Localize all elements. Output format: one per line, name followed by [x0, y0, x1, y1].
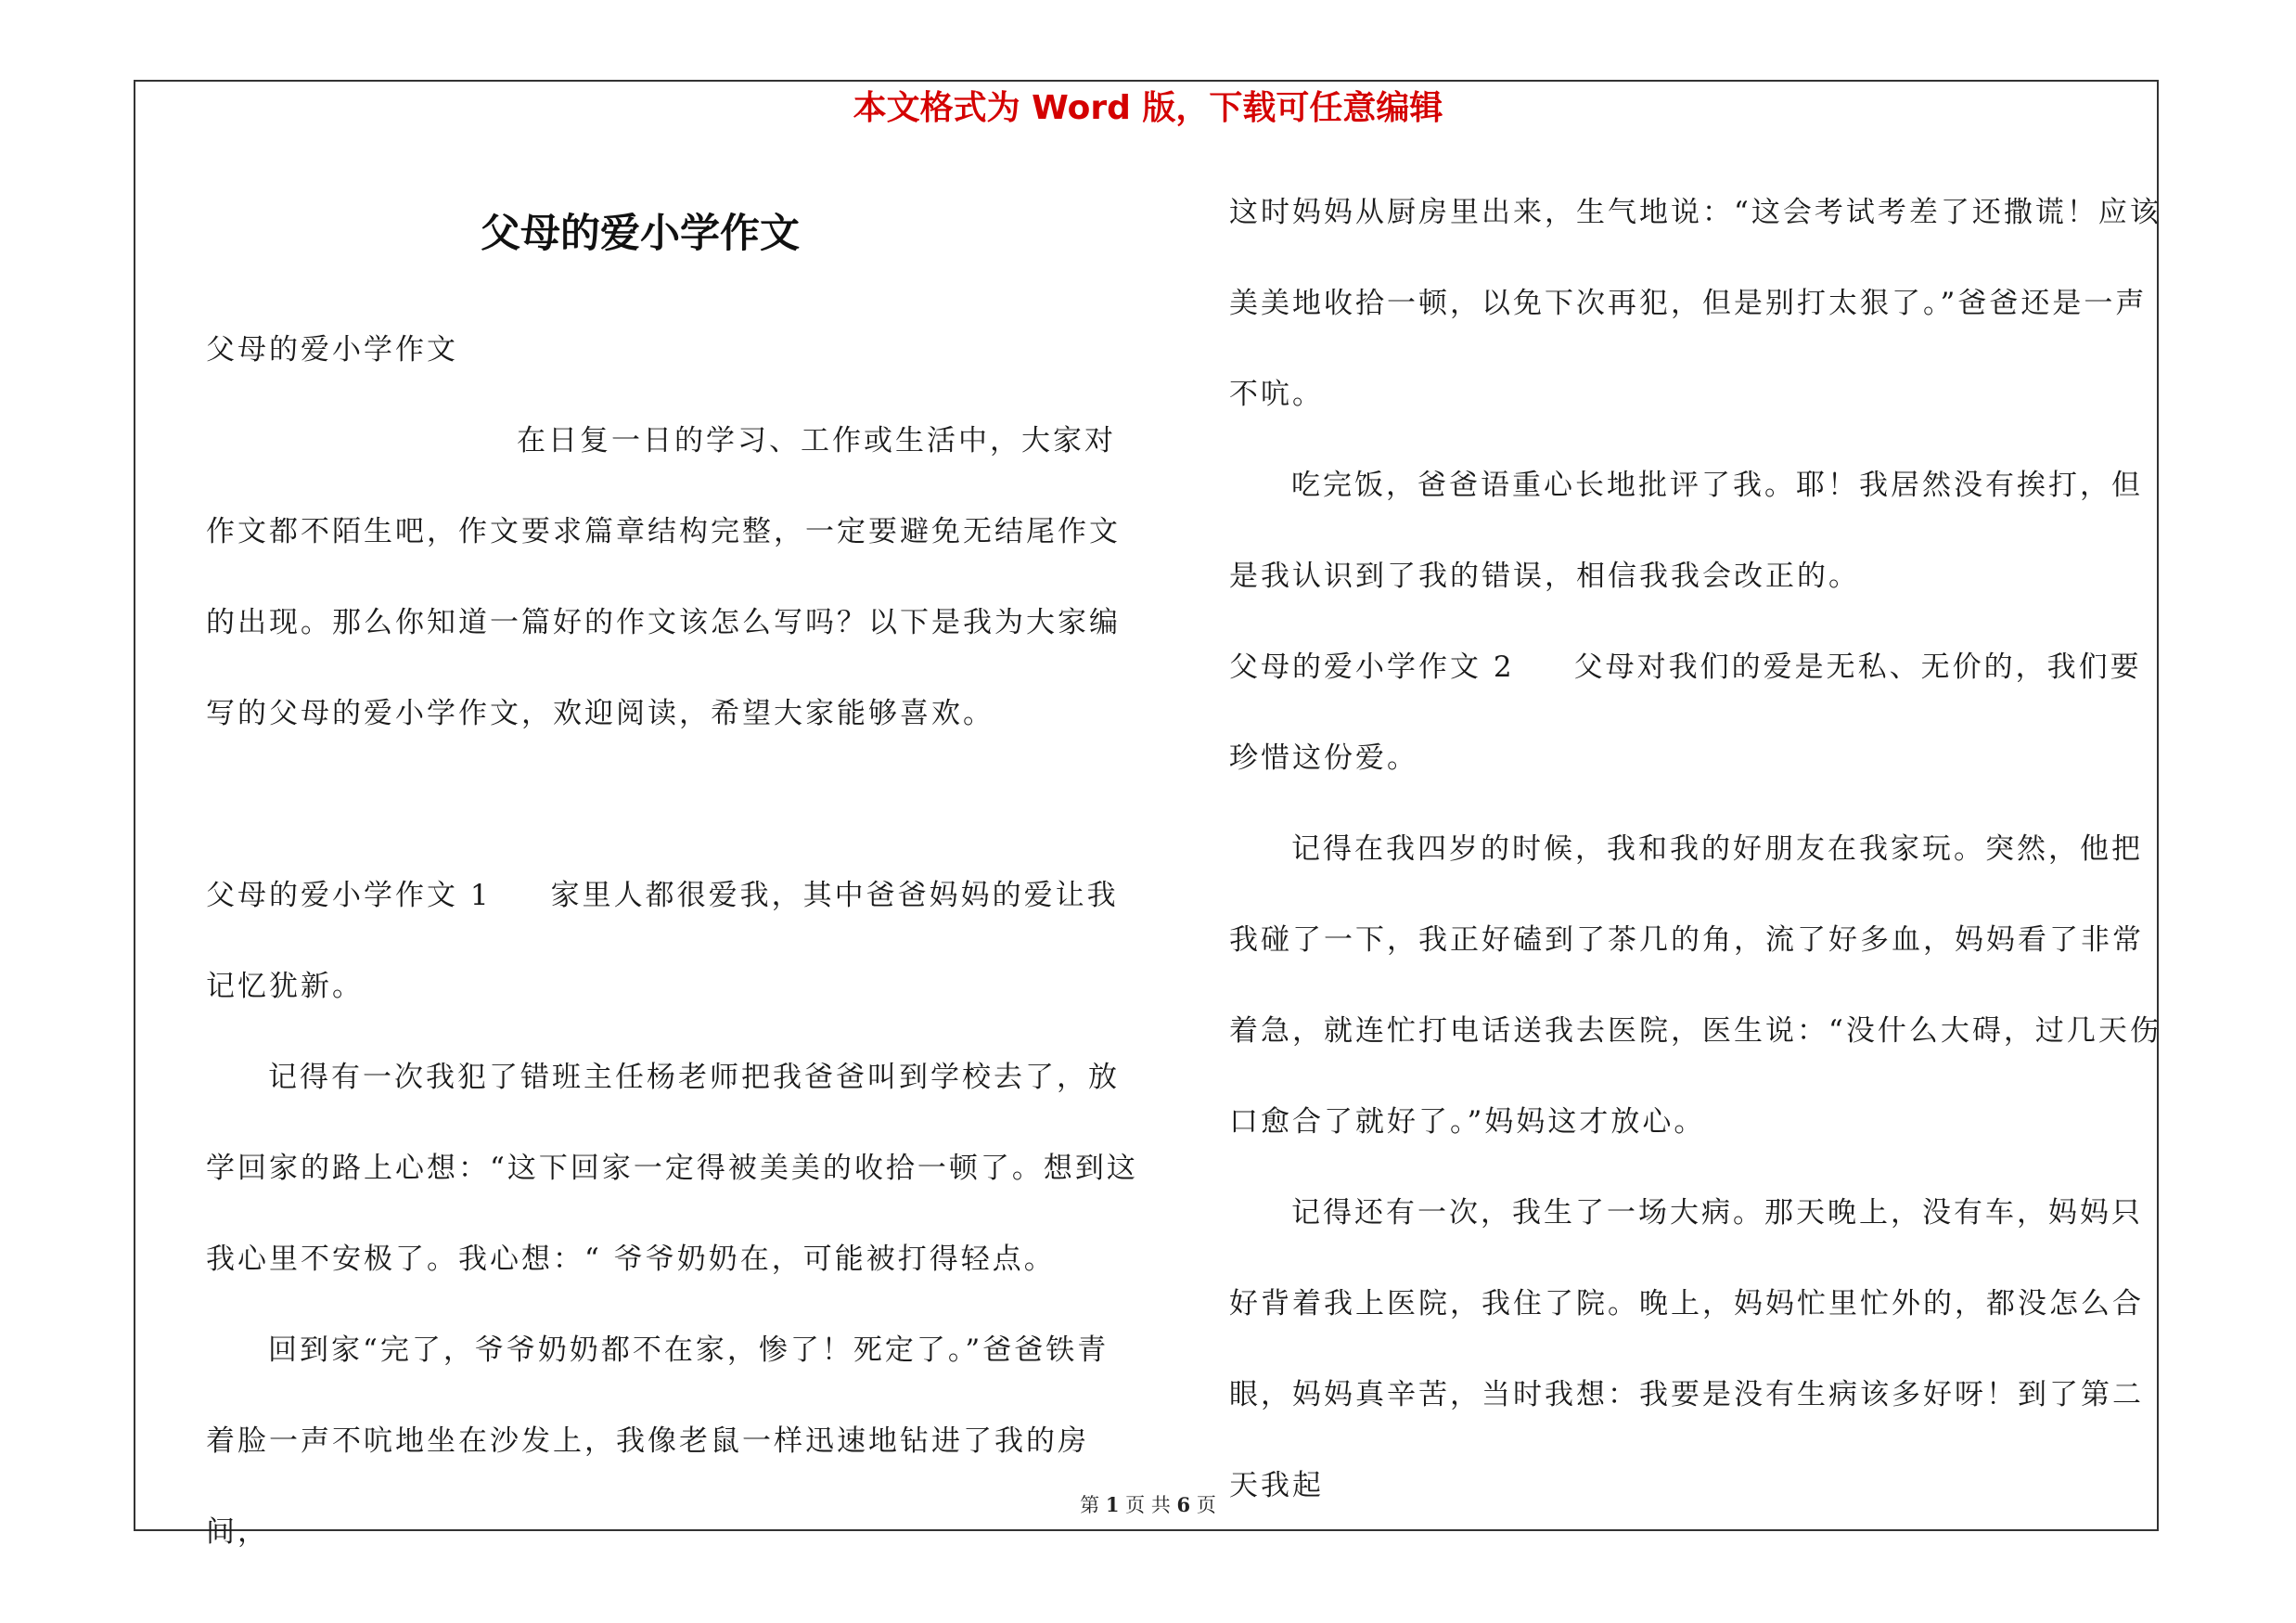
essay2-first-paragraph	[1229, 622, 2161, 804]
paragraph-spacer	[206, 759, 1138, 850]
format-banner: 本文格式为 Word 版，下载可任意编辑	[853, 89, 1443, 127]
left-column	[206, 304, 1138, 1578]
essay2-heading: 父母的爱小学作文 2	[1229, 650, 1515, 684]
page-footer	[0, 1491, 2296, 1519]
document-title: 父母的爱小学作文	[481, 211, 800, 257]
footer-middle: 页 共	[1125, 1494, 1171, 1516]
essay2-paragraph-1: 父母对我们的爱是无私、无价的，我们要珍惜这份爱。	[1229, 650, 2142, 775]
essay1-paragraph-2: 记得有一次我犯了错班主任杨老师把我爸爸叫到学校去了，放学回家的路上心想：“这下回家一定得被美美的收拾一顿了。想到这我心里不安极了。我心想：“ 爷爷奶奶在，可能被打得轻点。	[206, 1061, 1138, 1276]
right-column	[1229, 167, 2161, 1531]
essay2-paragraph-3: 记得还有一次，我生了一场大病。那天晚上，没有车，妈妈只好背着我上医院，我住了院。晚上，妈妈忙里忙外的，都没怎么合眼，妈妈真辛苦，当时我想：我要是没有生病该多好呀！到了第二天我起	[1229, 1196, 2144, 1502]
essay2-paragraph-2: 记得在我四岁的时候，我和我的好朋友在我家玩。突然，他把我碰了一下，我正好磕到了茶几的角，流了好多血，妈妈看了非常着急，就连忙打电话送我去医院，医生说：“没什么大碍，过几天伤口愈合了就好了。”妈妈这才放心。	[1229, 832, 2161, 1139]
essay1-paragraph-1: 家里人都很爱我，其中爸爸妈妈的爱让我记忆犹新。	[206, 879, 1119, 1003]
right-paragraph-2: 吃完饭，爸爸语重心长地批评了我。耶！我居然没有挨打，但是我认识到了我的错误，相信我我会改正的。	[1229, 469, 2143, 593]
total-pages: 6	[1176, 1493, 1191, 1516]
current-page-number: 1	[1105, 1493, 1120, 1516]
footer-prefix: 第	[1080, 1494, 1100, 1516]
essay1-paragraph-3: 回到家“完了，爷爷奶奶都不在家，惨了！死定了。”爸爸铁青着脸一声不吭地坐在沙发上，我像老鼠一样迅速地钻进了我的房间，	[206, 1333, 1110, 1549]
essay1-first-paragraph	[206, 850, 1138, 1032]
intro-paragraph: 在日复一日的学习、工作或生活中，大家对作文都不陌生吧，作文要求篇章结构完整，一定要避免无结尾作文的出现。那么你知道一篇好的作文该怎么写吗？以下是我为大家编写的父母的爱小学作文，欢迎阅读，希望大家能够喜欢。	[206, 424, 1121, 730]
essay1-heading: 父母的爱小学作文 1	[206, 879, 492, 912]
footer-suffix: 页	[1196, 1494, 1216, 1516]
subtitle: 父母的爱小学作文	[206, 333, 458, 367]
right-paragraph-1: 这时妈妈从厨房里出来，生气地说：“这会考试考差了还撒谎！应该美美地收拾一顿，以免下次再犯，但是别打太狠了。”爸爸还是一声不吭。	[1229, 196, 2161, 411]
